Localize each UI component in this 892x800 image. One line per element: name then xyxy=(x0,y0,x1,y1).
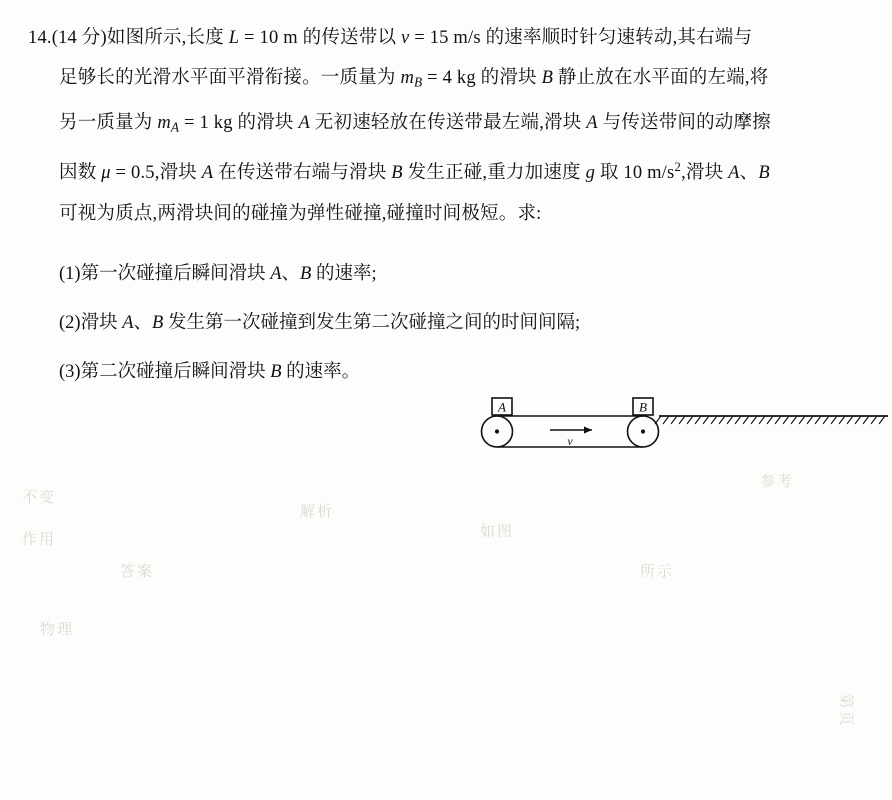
velocity-arrow xyxy=(550,427,592,449)
conveyor-belt-diagram xyxy=(470,390,890,470)
problem-line-2: 足够长的光滑水平面平滑衔接。一质量为 $m_B = 4$ kg 的滑块 B 静止放在水平面的左端,将 xyxy=(59,68,769,90)
block-a-label: A xyxy=(498,399,506,415)
right-pulley-center xyxy=(641,429,645,433)
problem-line-1: 14.(14 分)如图所示,长度 L = 10 m 的传送带以 v = 15 m/s 的速率顺时针匀速转动,其右端与 xyxy=(28,28,753,48)
horizontal-plane xyxy=(655,416,888,424)
bleed-mark: 物理 xyxy=(40,622,75,638)
sub-question-1: (1)第一次碰撞后瞬间滑块 A、B 的速率; xyxy=(59,263,377,284)
bleed-mark: 所示 xyxy=(640,564,675,580)
velocity-label: v xyxy=(567,434,573,448)
problem-line-5: 可视为质点,两滑块间的碰撞为弹性碰撞,碰撞时间极短。求: xyxy=(59,203,542,224)
sub-question-3: (3)第二次碰撞后瞬间滑块 B 的速率。 xyxy=(59,361,361,382)
bleed-mark: 答案 xyxy=(120,564,155,580)
block-b-label: B xyxy=(639,399,647,415)
bleed-mark: 参考 xyxy=(760,474,795,490)
left-pulley-center xyxy=(495,429,499,433)
bleed-mark: 解析 xyxy=(300,504,335,520)
problem-line-4: 因数 μ = 0.5,滑块 A 在传送带右端与滑块 B 发生正碰,重力加速度 g 取 10 $m/s^2$,滑块 A、B xyxy=(59,159,770,184)
bleed-mark: 不变 xyxy=(22,490,57,506)
bleed-mark: 作用 xyxy=(22,532,57,548)
problem-line-3: 另一质量为 $m_A = 1$ kg 的滑块 A 无初速轻放在传送带最左端,滑块 A 与传送带间的动摩擦 xyxy=(59,112,771,135)
problem-14 xyxy=(28,18,862,392)
bleed-mark: 第页 xyxy=(837,693,854,728)
sub-question-2: (2)滑块 A、B 发生第一次碰撞到发生第二次碰撞之间的时间间隔; xyxy=(59,312,581,333)
bleed-mark: 如图 xyxy=(480,524,515,540)
